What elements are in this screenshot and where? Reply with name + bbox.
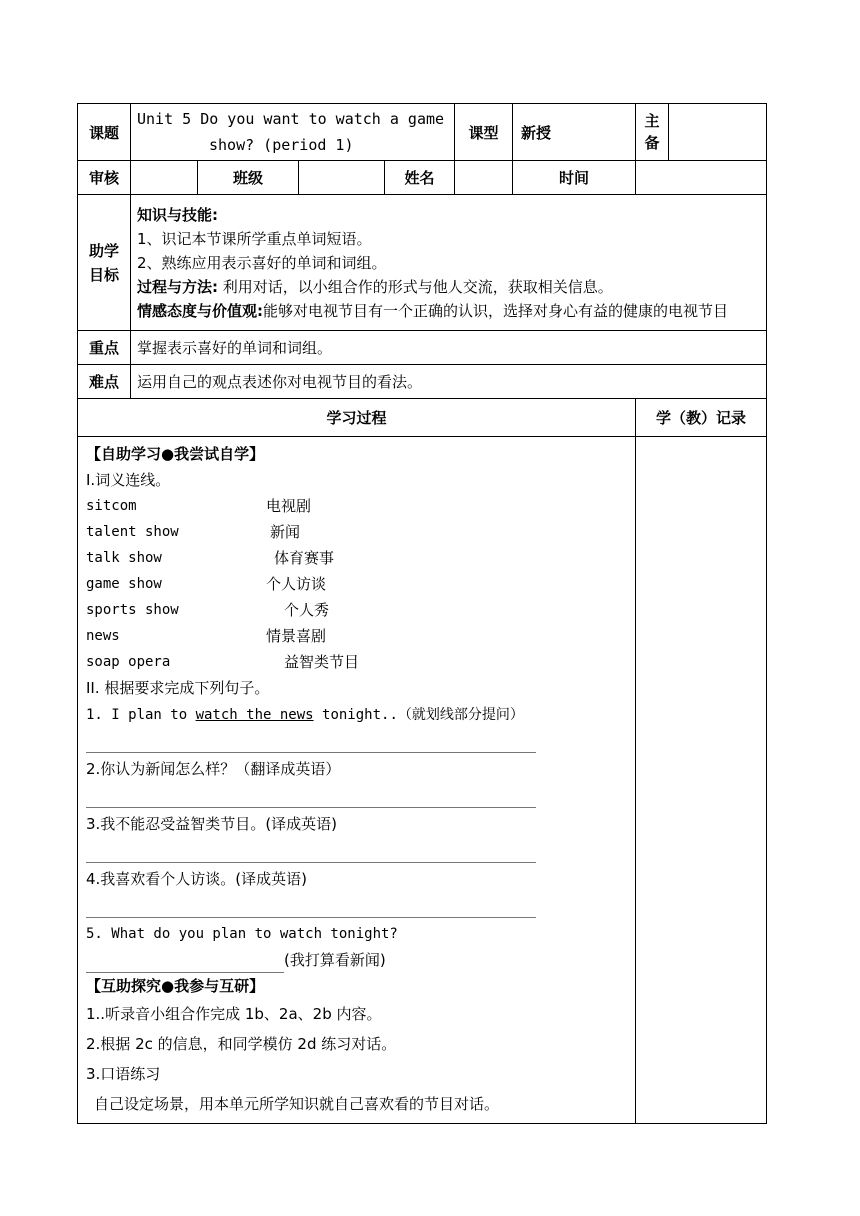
record-column bbox=[636, 437, 767, 1124]
topic-label: 课题 bbox=[78, 104, 131, 161]
answer-line-5[interactable] bbox=[86, 954, 284, 973]
goals-label: 助学目标 bbox=[78, 195, 131, 331]
vocab-chinese: 体育赛事 bbox=[274, 549, 335, 567]
header-row bbox=[78, 104, 767, 161]
question-3: 3.我不能忍受益智类节目。(译成英语) bbox=[86, 815, 338, 833]
goals-row bbox=[78, 195, 767, 331]
underlined-phrase: watch the news bbox=[195, 707, 314, 723]
vocab-chinese: 个人访谈 bbox=[266, 575, 327, 593]
vocab-list bbox=[86, 493, 627, 675]
key-label: 重点 bbox=[78, 331, 131, 365]
process-text: 利用对话，以小组合作的形式与他人交流，获取相关信息。 bbox=[218, 277, 613, 296]
part1-title: Ⅰ.词义连线。 bbox=[86, 471, 171, 489]
type-value: 新授 bbox=[513, 104, 636, 161]
coop-item-3: 3.口语练习 bbox=[86, 1065, 161, 1083]
vocab-row bbox=[86, 571, 627, 597]
vocab-english: sports show bbox=[86, 602, 179, 618]
vocab-english: soap opera bbox=[86, 654, 171, 670]
vocab-english: game show bbox=[86, 576, 162, 592]
question-4: 4.我喜欢看个人访谈。(译成英语) bbox=[86, 870, 308, 888]
knowledge-item-1: 1、识记本节课所学重点单词短语。 bbox=[137, 229, 372, 248]
vocab-chinese: 新闻 bbox=[270, 523, 301, 541]
key-row bbox=[78, 331, 767, 365]
key-text: 掌握表示喜好的单词和词组。 bbox=[131, 331, 767, 365]
question-2: 2.你认为新闻怎么样？（翻译成英语） bbox=[86, 760, 341, 778]
process-body-row bbox=[78, 437, 767, 1124]
name-label: 姓名 bbox=[385, 161, 455, 195]
process-title: 过程与方法: bbox=[137, 277, 218, 296]
answer-line-4[interactable] bbox=[86, 892, 536, 918]
vocab-row bbox=[86, 623, 627, 649]
answer-line-1[interactable] bbox=[86, 727, 536, 753]
topic-line2: show? (period 1) bbox=[209, 136, 354, 154]
emotion-text: 能够对电视节目有一个正确的认识，选择对身心有益的健康的电视节目 bbox=[263, 301, 729, 320]
review-label: 审核 bbox=[78, 161, 131, 195]
review-value bbox=[131, 161, 198, 195]
answer-line-2[interactable] bbox=[86, 782, 536, 808]
vocab-english: news bbox=[86, 628, 120, 644]
knowledge-title: 知识与技能: bbox=[137, 205, 218, 224]
lesson-plan-table bbox=[77, 103, 767, 1124]
type-label: 课型 bbox=[455, 104, 513, 161]
name-value bbox=[455, 161, 513, 195]
difficult-label: 难点 bbox=[78, 365, 131, 399]
vocab-chinese: 电视剧 bbox=[266, 497, 312, 515]
record-header: 学（教）记录 bbox=[636, 399, 767, 437]
coop-title: 【互助探究●我参与互研】 bbox=[86, 977, 265, 995]
prep-value bbox=[669, 104, 767, 161]
prep-label: 主备 bbox=[636, 104, 669, 161]
topic-cell bbox=[131, 104, 455, 161]
time-value bbox=[636, 161, 767, 195]
vocab-row bbox=[86, 597, 627, 623]
time-label: 时间 bbox=[513, 161, 636, 195]
question-5-hint: (我打算看新闻) bbox=[284, 951, 386, 969]
difficult-text: 运用自己的观点表述你对电视节目的看法。 bbox=[131, 365, 767, 399]
vocab-english: talk show bbox=[86, 550, 162, 566]
difficult-row bbox=[78, 365, 767, 399]
vocab-row bbox=[86, 493, 627, 519]
part2-title: II. 根据要求完成下列句子。 bbox=[86, 679, 270, 697]
knowledge-item-2: 2、熟练应用表示喜好的单词和词组。 bbox=[137, 253, 387, 272]
self-study-title: 【自助学习●我尝试自学】 bbox=[86, 445, 265, 463]
vocab-chinese: 情景喜剧 bbox=[266, 627, 327, 645]
vocab-english: sitcom bbox=[86, 498, 137, 514]
answer-line-3[interactable] bbox=[86, 837, 536, 863]
emotion-title: 情感态度与价值观: bbox=[137, 301, 263, 320]
lesson-plan-sheet bbox=[77, 103, 766, 1124]
question-5-answer bbox=[86, 947, 627, 973]
process-header-row bbox=[78, 399, 767, 437]
question-1: 1. I plan to watch the news tonight..（就划线部分提问） bbox=[86, 707, 524, 723]
vocab-english: talent show bbox=[86, 524, 179, 540]
vocab-row bbox=[86, 519, 627, 545]
coop-item-4: 自己设定场景，用本单元所学知识就自己喜欢看的节目对话。 bbox=[94, 1095, 500, 1113]
class-value bbox=[299, 161, 385, 195]
vocab-chinese: 益智类节目 bbox=[284, 653, 360, 671]
process-content bbox=[78, 437, 636, 1124]
process-header: 学习过程 bbox=[78, 399, 636, 437]
class-label: 班级 bbox=[198, 161, 299, 195]
vocab-row bbox=[86, 545, 627, 571]
coop-item-2: 2.根据 2c 的信息，和同学模仿 2d 练习对话。 bbox=[86, 1035, 397, 1053]
topic-line1: Unit 5 Do you want to watch a game bbox=[137, 110, 445, 128]
vocab-row bbox=[86, 649, 627, 675]
coop-item-1: 1..听录音小组合作完成 1b、2a、2b 内容。 bbox=[86, 1005, 382, 1023]
goals-content bbox=[131, 195, 767, 331]
question-5: 5. What do you plan to watch tonight? bbox=[86, 926, 398, 942]
review-row bbox=[78, 161, 767, 195]
vocab-chinese: 个人秀 bbox=[284, 601, 330, 619]
